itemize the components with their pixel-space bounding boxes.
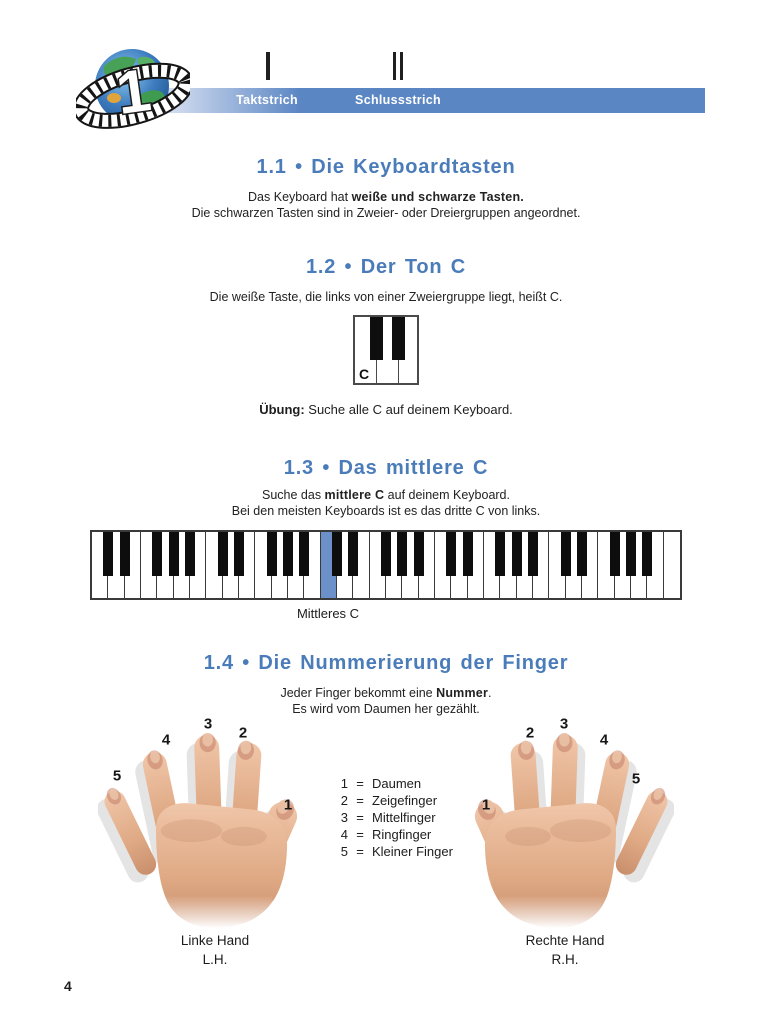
- finger-number-left-ring: 4: [161, 731, 171, 749]
- finger-number-right-ring: 4: [599, 731, 609, 749]
- finger-number-right-middle: 3: [559, 715, 569, 733]
- black-key: [370, 317, 383, 360]
- lesson-logo: [76, 36, 190, 140]
- legend-eq: =: [356, 827, 364, 842]
- finger-number-left-pinky: 5: [112, 767, 122, 785]
- black-key: [218, 532, 228, 576]
- black-key: [267, 532, 277, 576]
- full-keyboard-diagram: [90, 530, 682, 600]
- legend-name: Kleiner Finger: [372, 844, 453, 859]
- finger-number-left-index: 2: [238, 724, 248, 742]
- section-title-1-1: 1.1 • Die Keyboardtasten: [256, 156, 516, 178]
- black-key: [348, 532, 358, 576]
- legend-num: 3: [340, 810, 348, 825]
- black-key: [414, 532, 424, 576]
- black-key: [397, 532, 407, 576]
- double-barline-icon: [400, 52, 403, 80]
- finger-legend: [336, 775, 453, 860]
- double-barline-icon: [393, 52, 396, 80]
- black-key: [299, 532, 309, 576]
- header-bar: [110, 88, 705, 113]
- black-key: [103, 532, 113, 576]
- c-key-diagram: [353, 315, 419, 385]
- legend-num: 4: [340, 827, 348, 842]
- legend-row: [336, 809, 453, 826]
- legend-eq: =: [356, 810, 364, 825]
- black-key: [495, 532, 505, 576]
- c-key-label: C: [359, 366, 370, 382]
- legend-num: 1: [340, 776, 348, 791]
- finger-number-left-thumb: 1: [283, 796, 293, 814]
- section-title-1-4: 1.4 • Die Nummerierung der Finger: [203, 652, 569, 674]
- section-1-2-text: Die weiße Taste, die links von einer Zweiergruppe liegt, heißt C.: [209, 290, 563, 304]
- black-key: [577, 532, 587, 576]
- left-hand-image: [98, 714, 323, 934]
- black-key: [332, 532, 342, 576]
- finger-number-right-pinky: 5: [631, 770, 641, 788]
- section-title-1-2: 1.2 • Der Ton C: [306, 256, 466, 278]
- schlussstrich-label: Schlussstrich: [355, 93, 441, 107]
- black-key: [234, 532, 244, 576]
- legend-row: [336, 775, 453, 792]
- black-key: [561, 532, 571, 576]
- finger-number-right-thumb: 1: [481, 796, 491, 814]
- black-key: [120, 532, 130, 576]
- section-1-4-text: Jeder Finger bekommt eine Nummer. Es wird vom Daumen her gezählt.: [280, 686, 492, 716]
- left-hand-label: Linke Hand L.H.: [180, 933, 250, 967]
- legend-row: [336, 792, 453, 809]
- legend-row: [336, 843, 453, 860]
- legend-eq: =: [356, 793, 364, 808]
- black-key: [446, 532, 456, 576]
- middle-c-caption: Mittleres C: [296, 606, 360, 621]
- legend-eq: =: [356, 776, 364, 791]
- lesson-number: 1: [112, 56, 155, 128]
- exercise-line: Übung: Suche alle C auf deinem Keyboard.: [259, 402, 513, 417]
- section-1-1-text: Das Keyboard hat weiße und schwarze Tasten. Die schwarzen Tasten sind in Zweier- oder Dreiergruppen angeordnet.: [191, 190, 581, 220]
- finger-number-left-middle: 3: [203, 715, 213, 733]
- single-barline-icon: [266, 52, 270, 80]
- legend-name: Zeigefinger: [372, 793, 438, 808]
- black-key: [185, 532, 195, 576]
- black-key: [512, 532, 522, 576]
- legend-eq: =: [356, 844, 364, 859]
- section-title-1-3: 1.3 • Das mittlere C: [283, 457, 489, 479]
- legend-row: [336, 826, 453, 843]
- finger-number-right-index: 2: [525, 724, 535, 742]
- page-number: 4: [64, 978, 72, 994]
- black-key: [610, 532, 620, 576]
- black-key: [169, 532, 179, 576]
- black-key: [392, 317, 405, 360]
- legend-num: 2: [340, 793, 348, 808]
- legend-name: Daumen: [372, 776, 422, 791]
- legend-num: 5: [340, 844, 348, 859]
- black-key: [381, 532, 391, 576]
- white-key: [664, 532, 680, 598]
- legend-name: Ringfinger: [372, 827, 432, 842]
- right-hand-label: Rechte Hand R.H.: [525, 933, 605, 967]
- black-key: [528, 532, 538, 576]
- section-1-3-text: Suche das mittlere C auf deinem Keyboard. Bei den meisten Keyboards ist es das dritte C von links.: [231, 488, 541, 518]
- black-key: [463, 532, 473, 576]
- taktstrich-label: Taktstrich: [236, 93, 298, 107]
- right-hand-image: [449, 714, 674, 934]
- black-key: [642, 532, 652, 576]
- black-key: [283, 532, 293, 576]
- legend-name: Mittelfinger: [372, 810, 436, 825]
- black-key: [626, 532, 636, 576]
- black-key: [152, 532, 162, 576]
